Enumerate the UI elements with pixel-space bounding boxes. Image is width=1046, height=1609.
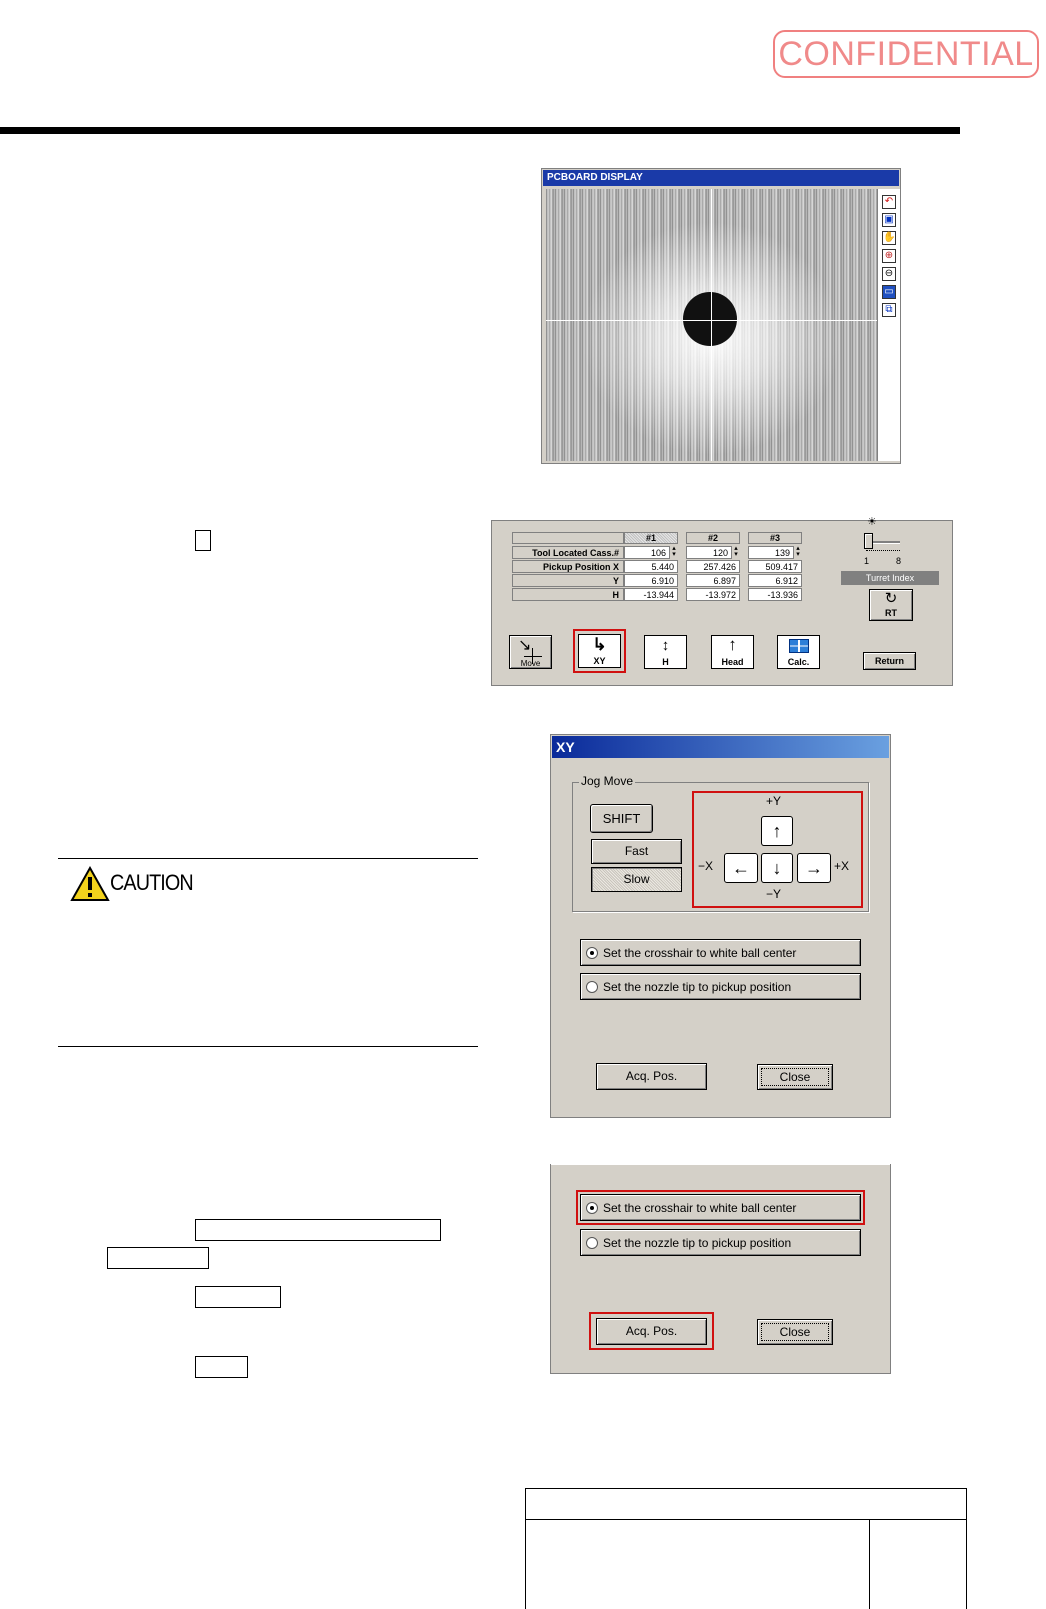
move-button[interactable] [509,635,552,669]
sun-icon: ☀ [867,516,877,528]
calculator-icon [789,639,809,653]
inline-label-box-1 [195,1219,441,1241]
radio-crosshair-label-2: Set the crosshair to white ball center [603,1201,797,1215]
xy-button[interactable] [578,634,621,668]
warning-icon [70,866,110,902]
close-button[interactable] [757,1064,833,1090]
move-label: Move [520,659,541,668]
radio-nozzle-option[interactable] [580,973,861,1000]
jog-down-button[interactable]: ↓ [761,853,793,883]
head-button[interactable] [711,635,754,669]
pan-hand-icon[interactable]: ✋ [883,232,896,243]
minus-y-label: −Y [766,887,782,901]
xy-label: XY [593,656,606,666]
inline-label-box-3 [195,1286,281,1308]
acq-pos-button-2[interactable]: Acq. Pos. [596,1318,707,1345]
col-header-2: #2 [686,532,740,544]
plus-x-label: +X [834,859,850,873]
jog-up-button[interactable]: ↑ [761,816,793,846]
select-icon[interactable]: ▣ [882,213,896,227]
cass-spinner-3[interactable]: ▴ ▾ [796,545,800,558]
camera-view [546,189,877,461]
inline-label-box-2 [107,1247,209,1269]
pickup-h-3: -13.936 [748,588,802,601]
caution-top-rule [58,858,478,859]
rt-label: RT [885,608,897,618]
return-label: Return [875,656,904,666]
h-button[interactable] [644,635,687,669]
pickup-y-2: 6.897 [686,574,740,587]
jog-move-label: Jog Move [581,774,634,788]
turret-slider-thumb[interactable] [864,533,873,549]
caution-label: CAUTION [110,870,193,895]
caution-header [70,866,230,902]
radio-nozzle-indicator-2[interactable] [586,1237,598,1249]
xy-dialog-title: XY [556,739,575,755]
xy-dialog-crop [550,1164,891,1374]
jog-left-button[interactable]: ← [724,853,758,883]
cass-value-1[interactable]: 106 [624,546,670,559]
radio-crosshair-option[interactable] [580,939,861,966]
zoom-out-icon[interactable]: ⊖ [882,267,896,281]
pickup-x-3: 509.417 [748,560,802,573]
header-rule [0,127,960,134]
cass-spinner-2[interactable]: ▴ ▾ [734,545,738,558]
xy-arrow-icon: ↳ [592,635,607,654]
teach-panel [491,516,953,686]
move-icon: ↘ [518,637,532,654]
calc-button[interactable] [777,635,820,669]
calc-label: Calc. [787,657,810,667]
close-button-2[interactable] [757,1319,833,1345]
table-corner [512,532,624,544]
col-header-1: #1 [624,532,678,544]
rotate-icon: ↻ [884,590,898,607]
slow-button[interactable]: Slow [591,867,682,892]
pcboard-title: PCBOARD DISPLAY [547,172,643,183]
inline-label-box-4 [195,1356,248,1378]
zoom-in-icon[interactable]: ⊕ [882,249,896,263]
cass-spinner-1[interactable]: ▴ ▾ [672,545,676,558]
head-up-icon: ↑ [728,635,737,654]
jog-right-button[interactable]: → [797,853,831,883]
cass-value-3[interactable]: 139 [748,546,794,559]
pickup-h-2: -13.972 [686,588,740,601]
radio-crosshair-option-2[interactable] [580,1194,861,1221]
head-label: Head [721,657,744,667]
h-updown-icon: ↕ [661,637,670,654]
fit-window-icon[interactable]: ▭ [882,285,896,299]
inline-key-box [195,530,211,551]
shift-button[interactable]: SHIFT [590,804,653,833]
confidential-stamp: CONFIDENTIAL [773,30,1039,78]
slider-max-label: 8 [896,556,902,566]
footer-table [525,1488,967,1609]
pickup-y-3: 6.912 [748,574,802,587]
return-button[interactable] [863,652,916,670]
row-label-h: H [512,588,624,601]
crosshair-vertical [711,189,712,461]
caution-bottom-rule [58,1046,478,1047]
radio-nozzle-option-2[interactable] [580,1229,861,1256]
col-header-3: #3 [748,532,802,544]
close-button-label: Close [761,1068,829,1086]
acq-pos-button[interactable]: Acq. Pos. [596,1063,707,1090]
slider-min-label: 1 [864,556,870,566]
undo-icon[interactable]: ↶ [882,195,896,209]
fast-button[interactable]: Fast [591,839,682,864]
radio-crosshair-indicator-2[interactable] [586,1202,598,1214]
radio-crosshair-indicator[interactable] [586,947,598,959]
pickup-x-1: 5.440 [624,560,678,573]
close-button-label-2: Close [761,1323,829,1341]
pickup-x-2: 257.426 [686,560,740,573]
turret-slider[interactable] [864,531,904,555]
minus-x-label: −X [698,859,714,873]
pickup-y-1: 6.910 [624,574,678,587]
row-label-cass: Tool Located Cass.# [512,546,624,559]
white-ball-target [683,292,737,346]
turret-index-label: Turret Index [841,571,939,585]
row-label-y: Y [512,574,624,587]
xy-dialog-title-bar [552,736,889,758]
cass-value-2[interactable]: 120 [686,546,732,559]
rt-button[interactable] [869,589,913,621]
radio-nozzle-label-2: Set the nozzle tip to pickup position [603,1236,792,1250]
h-label: H [662,657,669,667]
pcboard-display-window [541,168,901,464]
radio-crosshair-label: Set the crosshair to white ball center [603,946,797,960]
radio-nozzle-indicator[interactable] [586,981,598,993]
pickup-h-1: -13.944 [624,588,678,601]
plus-y-label: +Y [766,794,782,808]
row-label-pickup-x: Pickup Position X [512,560,624,573]
copy-icon[interactable]: ⧉ [882,303,896,317]
radio-nozzle-label: Set the nozzle tip to pickup position [603,980,792,994]
display-toolbar [877,189,900,461]
xy-dialog [550,734,891,1118]
pcboard-title-bar [543,170,899,186]
